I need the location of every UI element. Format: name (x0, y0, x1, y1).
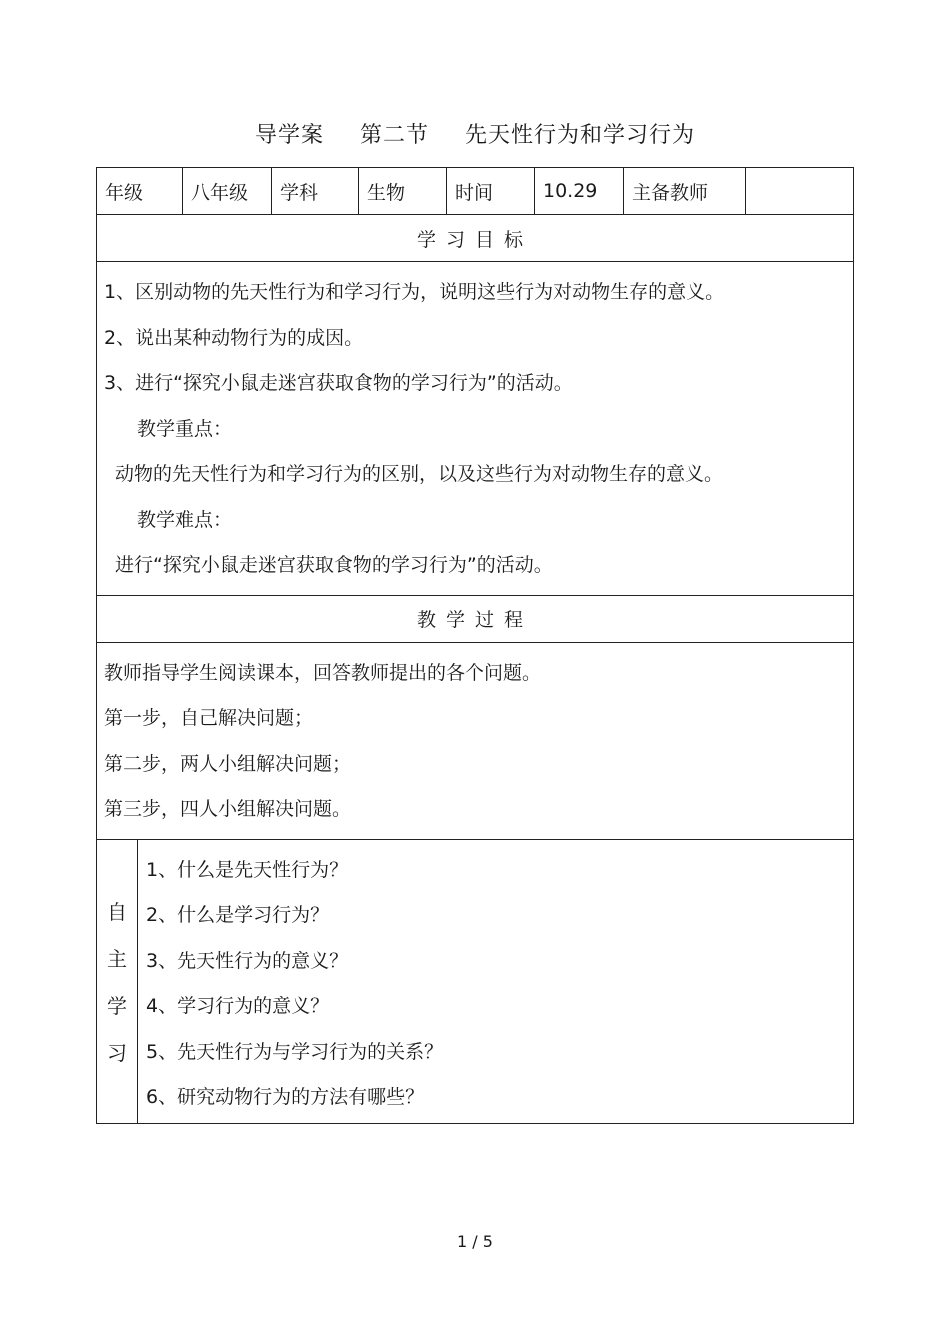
process-line: 第二步，两人小组解决问题； (104, 752, 352, 775)
question-item: 1、什么是先天性行为？ (146, 858, 349, 881)
lesson-table (96, 167, 854, 1124)
question-item: 5、先天性行为与学习行为的关系？ (146, 1040, 444, 1063)
title-part-1: 导学案 (254, 123, 324, 148)
process-line: 第三步，四人小组解决问题。 (104, 798, 352, 820)
question-item: 3、先天性行为的意义？ (146, 949, 349, 972)
self-study-label-char: 主 (107, 947, 127, 971)
goals-block (97, 262, 853, 596)
process-line: 教师指导学生阅读课本，回答教师提出的各个问题。 (104, 661, 542, 684)
grade-label: 年级 (97, 168, 183, 214)
self-study-row (97, 840, 853, 1123)
difficult-point-label: 教学难点： (137, 508, 233, 531)
subject-value: 生物 (359, 168, 447, 214)
header-row (97, 168, 853, 215)
process-block (97, 643, 853, 840)
process-heading: 教学过程 (97, 596, 853, 643)
self-study-label-char: 学 (107, 994, 127, 1018)
title-part-3: 先天性行为和学习行为 (465, 123, 696, 148)
question-item: 4、学习行为的意义？ (146, 995, 330, 1017)
question-item: 2、什么是学习行为？ (146, 904, 330, 926)
title-part-2: 第二节 (359, 123, 429, 148)
subject-label: 学科 (272, 168, 359, 214)
self-study-label-char: 自 (107, 900, 127, 924)
key-point-label: 教学重点： (137, 417, 233, 440)
self-study-questions (138, 840, 853, 1123)
page-number: 1 / 5 (457, 1232, 493, 1251)
question-item: 6、研究动物行为的方法有哪些？ (146, 1086, 425, 1108)
goal-item: 1、区别动物的先天性行为和学习行为，说明这些行为对动物生存的意义。 (104, 281, 725, 303)
teacher-label: 主备教师 (624, 168, 746, 214)
self-study-label (97, 840, 138, 1123)
goal-item: 2、说出某种动物行为的成因。 (104, 326, 364, 349)
teacher-value (746, 168, 853, 214)
document-title (0, 118, 950, 149)
time-value: 10.29 (535, 168, 624, 214)
process-line: 第一步，自己解决问题； (104, 707, 314, 729)
time-label: 时间 (447, 168, 535, 214)
self-study-label-char: 习 (107, 1041, 127, 1065)
goals-heading: 学习目标 (97, 215, 853, 262)
grade-value: 八年级 (183, 168, 272, 214)
key-point-text: 动物的先天性行为和学习行为的区别，以及这些行为对动物生存的意义。 (115, 463, 724, 485)
goal-item: 3、进行“探究小鼠走迷宫获取食物的学习行为”的活动。 (104, 372, 573, 394)
difficult-point-text: 进行“探究小鼠走迷宫获取食物的学习行为”的活动。 (115, 554, 553, 576)
